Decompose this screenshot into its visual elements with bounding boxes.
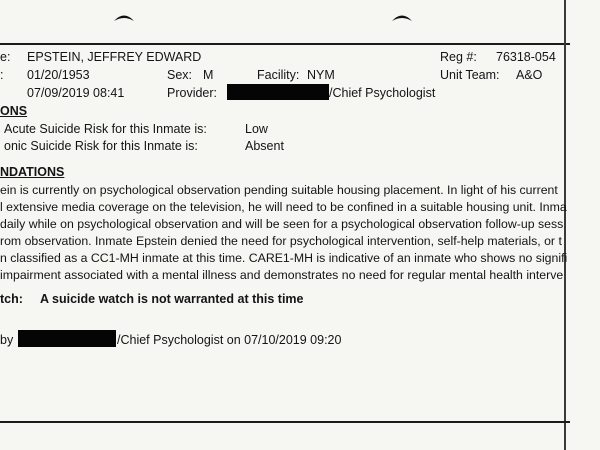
acute-risk-label: Acute Suicide Risk for this Inmate is:: [4, 122, 207, 136]
recommendation-line: impairment associated with a mental illness and demonstrates no need for regular mental health interve: [0, 268, 564, 282]
footer-rule: [0, 421, 570, 423]
unit-team-label: Unit Team:: [440, 68, 500, 82]
dob-value: 01/20/1953: [27, 68, 90, 82]
watch-label: tch:: [0, 292, 23, 306]
acute-risk-value: Low: [245, 122, 268, 136]
reg-number: 76318-054: [496, 50, 556, 64]
recommendation-line: n classified as a CC1-MH inmate at this time. CARE1-MH is indicative of an inmate who shows no signifi: [0, 251, 568, 265]
facility-value: NYM: [307, 68, 335, 82]
chronic-risk-value: Absent: [245, 139, 284, 153]
recommendation-line: l extensive media coverage on the television, he will need to be confined in a suitable housing unit. Inma: [0, 200, 567, 214]
reg-label: Reg #:: [440, 50, 477, 64]
dob-label: :: [0, 68, 4, 82]
page-edge-line: [564, 0, 566, 450]
sex-value: M: [203, 68, 214, 82]
signature-line: /Chief Psychologist on 07/10/2019 09:20: [117, 333, 342, 347]
facility-label: Facility:: [257, 68, 300, 82]
punch-hole-right-mark: [391, 10, 413, 22]
recommendation-line: daily while on psychological observation and will be seen for a psychological observation follow-up sess: [0, 217, 564, 231]
recommendations-heading: NDATIONS: [0, 165, 65, 179]
conclusions-heading: ONS: [0, 104, 28, 118]
provider-title: /Chief Psychologist: [329, 86, 436, 100]
encounter-date: 07/09/2019 08:41: [27, 86, 125, 100]
name-label: e:: [0, 50, 11, 64]
punch-hole-left-mark: [113, 10, 135, 22]
recommendation-line: ein is currently on psychological observation pending suitable housing placement. In light of his current: [0, 183, 558, 197]
sex-label: Sex:: [167, 68, 193, 82]
provider-label: Provider:: [167, 86, 218, 100]
provider-name-redaction: [227, 84, 329, 100]
signer-name-redaction: [18, 330, 116, 347]
recommendation-line: rom observation. Inmate Epstein denied the need for psychological intervention, self-help materials, or t: [0, 234, 562, 248]
unit-team-value: A&O: [516, 68, 543, 82]
inmate-name: EPSTEIN, JEFFREY EDWARD: [27, 50, 202, 64]
header-top-rule: [0, 43, 570, 45]
signature-prefix: by: [0, 333, 14, 347]
chronic-risk-label: onic Suicide Risk for this Inmate is:: [4, 139, 198, 153]
watch-statement: A suicide watch is not warranted at this time: [40, 292, 304, 306]
